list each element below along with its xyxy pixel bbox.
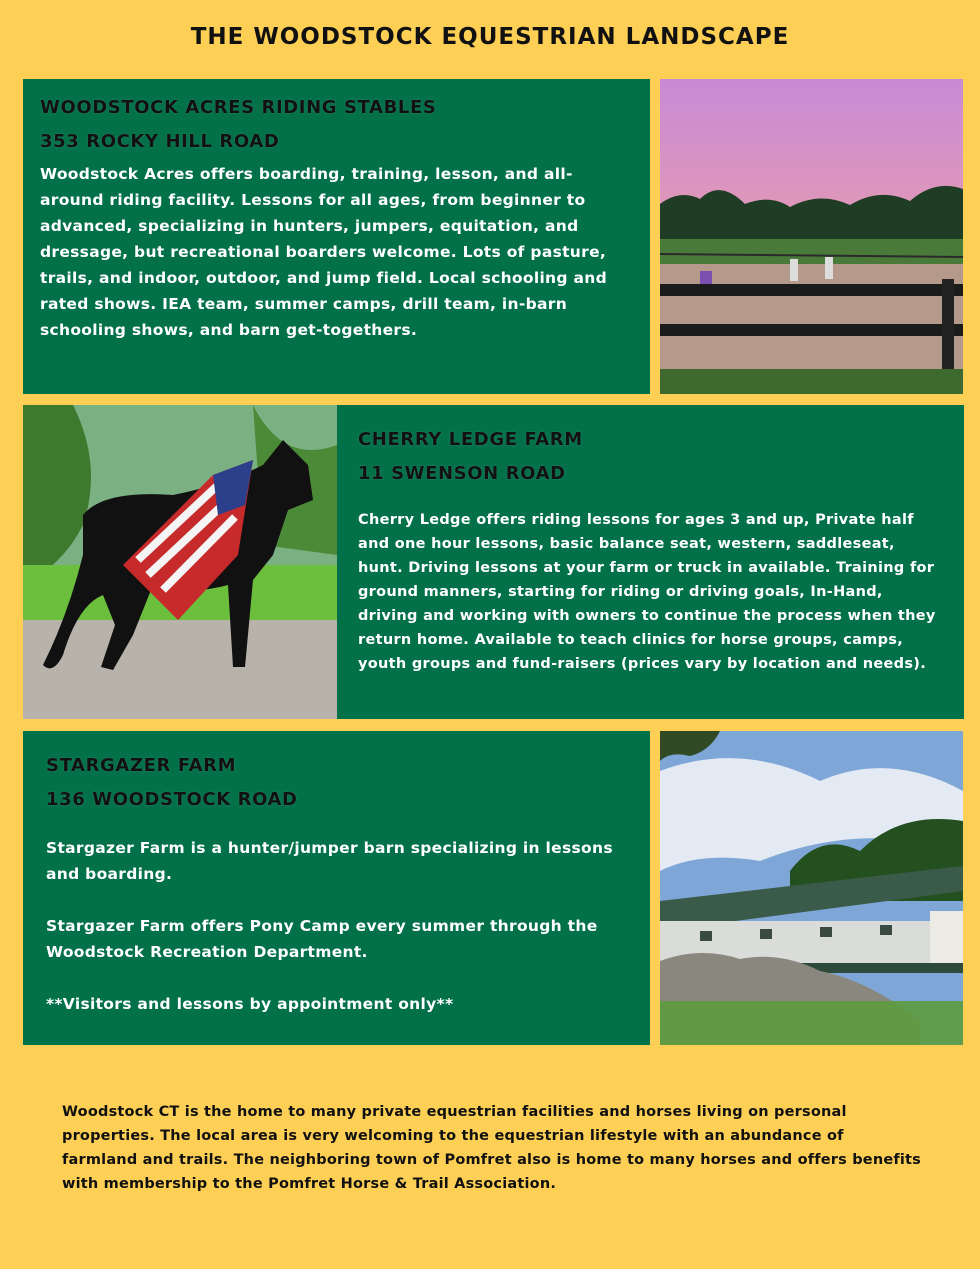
facility-description: Woodstock Acres offers boarding, training, lesson, and all-around riding facility. Lessons for all ages, from beginner to advanced, specializing in hunters, jumpers, equitation, and dressage, but recreational boarders welcome. Lots of pasture, trails, and indoor, outdoor, and jump field. Local schooling and rated shows. IEA team, summer camps, drill team, in-barn schooling shows, and barn get-togethers. xyxy=(40,165,607,339)
riding-arena-photo xyxy=(660,79,963,394)
woodstock-acres-panel xyxy=(23,79,650,394)
facility-name: STARGAZER FARM xyxy=(46,755,237,776)
facility-name: CHERRY LEDGE FARM xyxy=(358,429,583,450)
facility-address: 11 SWENSON ROAD xyxy=(358,463,566,484)
facility-description: Cherry Ledge offers riding lessons for ages 3 and up, Private half and one hour lessons, basic balance seat, western, saddleseat, hunt. Driving lessons at your farm or truck in available. Training for ground manners, starting for riding or driving goals, In-Hand, driving and working with owners to continue the process when they return home. Available to teach clinics for horse groups, camps, youth groups and fund-raisers (prices vary by location and needs). xyxy=(358,512,936,672)
facility-address: 353 ROCKY HILL ROAD xyxy=(40,131,280,152)
horse-with-flag-photo xyxy=(23,405,337,719)
facility-address: 136 WOODSTOCK ROAD xyxy=(46,789,298,810)
facility-paragraph: Stargazer Farm is a hunter/jumper barn specializing in lessons and boarding. xyxy=(46,839,613,883)
facility-note: **Visitors and lessons by appointment only** xyxy=(46,995,454,1013)
cherry-ledge-panel xyxy=(337,405,964,719)
facility-name: WOODSTOCK ACRES RIDING STABLES xyxy=(40,97,437,118)
page-title: THE WOODSTOCK EQUESTRIAN LANDSCAPE xyxy=(190,24,790,50)
stargazer-panel xyxy=(23,731,650,1045)
barn-photo xyxy=(660,731,963,1045)
facility-paragraph: Stargazer Farm offers Pony Camp every summer through the Woodstock Recreation Department. xyxy=(46,917,598,961)
footer-text: Woodstock CT is the home to many private equestrian facilities and horses living on personal properties. The local area is very welcoming to the equestrian lifestyle with an abundance of farmland and trails. The neighboring town of Pomfret also is home to many horses and offers benefits with membership to the Pomfret Horse & Trail Association. xyxy=(62,1104,922,1192)
